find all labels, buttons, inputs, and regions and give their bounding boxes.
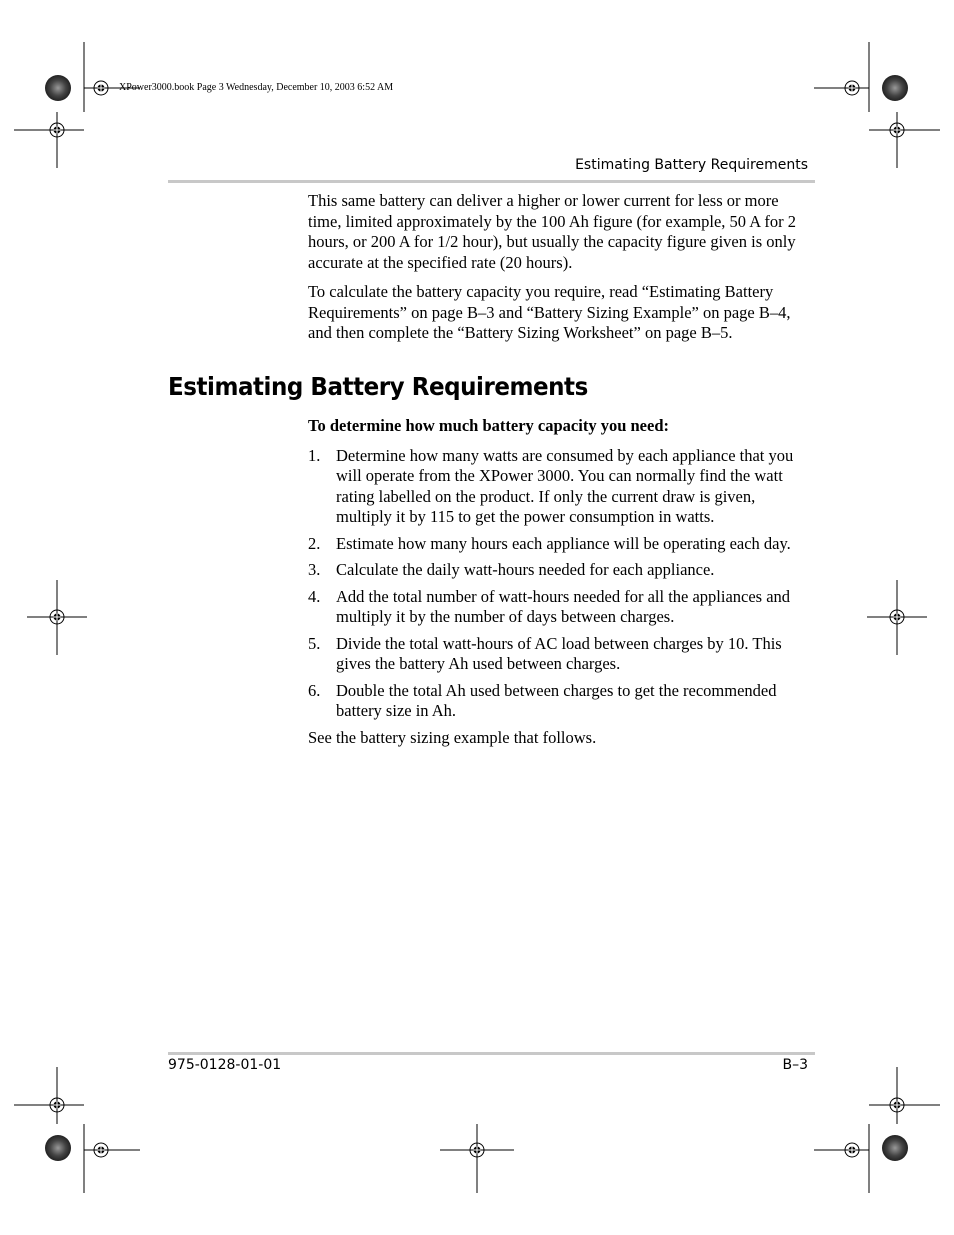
section-title: Estimating Battery Requirements [168, 372, 588, 401]
step-text: Determine how many watts are consumed by each appliance that you will operate from the XPower 3000. You can normally find the watt rating labelled on the product. If only the current draw is given, multiply it by 115 to get the power consumption in watts. [336, 445, 794, 526]
step-number: 4. [308, 586, 321, 606]
list-item [308, 560, 814, 581]
step-text: Calculate the daily watt-hours needed for each appliance. [336, 560, 715, 579]
list-item [308, 634, 814, 675]
doc-number: 975-0128-01-01 [168, 1057, 282, 1073]
closing-text: See the battery sizing example that follows. [308, 727, 597, 747]
step-number: 5. [308, 633, 321, 653]
step-text: Add the total number of watt-hours needed for all the appliances and multiply it by the number of days between charges. [336, 586, 791, 626]
list-item [308, 446, 814, 528]
list-item [308, 534, 814, 555]
header-rule [168, 180, 815, 183]
print-slug: XPower3000.book Page 3 Wednesday, December 10, 2003 6:52 AM [119, 82, 394, 93]
step-text: Double the total Ah used between charges to get the recommended battery size in Ah. [336, 680, 777, 720]
intro-paragraph: To calculate the battery capacity you require, read “Estimating Battery Requirements” on page B–3 and “Battery Sizing Example” on page B–4, and then complete the “Battery Sizing Worksheet” on page B–5. [308, 282, 791, 342]
page-number: B–3 [782, 1057, 808, 1073]
list-item [308, 681, 814, 722]
procedure-heading: To determine how much battery capacity you need: [308, 416, 669, 435]
running-header: Estimating Battery Requirements [575, 157, 808, 173]
step-text: Divide the total watt-hours of AC load between charges by 10. This gives the battery Ah used between charges. [336, 633, 782, 673]
list-item [308, 587, 814, 628]
intro-text [308, 191, 814, 353]
color-target-icon [45, 75, 71, 101]
step-number: 3. [308, 560, 321, 579]
step-number: 6. [308, 680, 321, 700]
step-text: Estimate how many hours each appliance will be operating each day. [336, 533, 791, 553]
step-list [308, 446, 814, 722]
footer-rule [168, 1052, 815, 1055]
step-number: 1. [308, 445, 321, 465]
step-number: 2. [308, 533, 321, 553]
procedure [308, 416, 814, 757]
intro-paragraph: This same battery can deliver a higher or lower current for less or more time, limited approximately by the 100 Ah figure (for example, 50 A for 2 hours, or 200 A for 1/2 hour), but usually the capacity figure given is only accurate at the specified rate (20 hours). [308, 191, 797, 272]
